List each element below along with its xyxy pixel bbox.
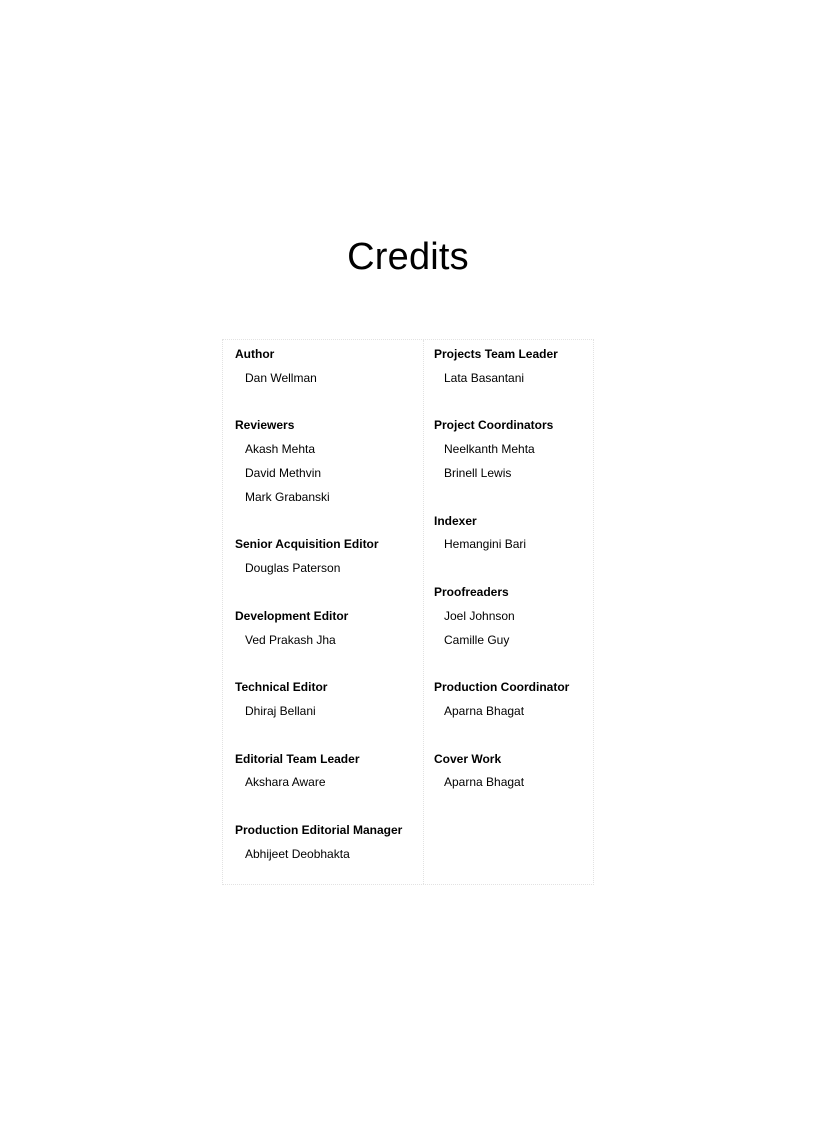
- credit-section-proofreaders: [434, 581, 593, 652]
- credit-role: Editorial Team Leader: [235, 751, 360, 766]
- credit-name: Neelkanth Mehta: [444, 442, 535, 457]
- credit-name: Ved Prakash Jha: [245, 632, 336, 647]
- credit-section-production-coordinator: [434, 676, 593, 724]
- credit-name: Lata Basantani: [444, 370, 525, 385]
- credit-name: Akash Mehta: [245, 442, 316, 457]
- credit-section-technical-editor: [235, 676, 423, 724]
- credit-name: Dan Wellman: [245, 370, 317, 385]
- credit-role: Production Editorial Manager: [235, 822, 403, 837]
- credit-name: Camille Guy: [444, 632, 510, 647]
- credit-role: Projects Team Leader: [434, 347, 558, 361]
- credit-section-development-editor: [235, 605, 423, 653]
- credit-name: Joel Johnson: [444, 608, 515, 623]
- credit-name: Aparna Bhagat: [444, 703, 525, 718]
- credit-role: Project Coordinators: [434, 418, 554, 433]
- credit-section-indexer: [434, 510, 593, 558]
- credit-name: Douglas Paterson: [245, 561, 341, 576]
- credit-section-projects-team-leader: [434, 343, 593, 391]
- credit-section-reviewers: [235, 414, 423, 509]
- credit-name: Mark Grabanski: [245, 489, 330, 504]
- credit-section-editorial-team-leader: [235, 748, 423, 796]
- credit-name: Dhiraj Bellani: [245, 703, 316, 718]
- credit-role: Proofreaders: [434, 584, 509, 599]
- credit-name: Akshara Aware: [245, 775, 326, 790]
- credit-name: Abhijeet Deobhakta: [245, 846, 350, 861]
- credit-role: Indexer: [434, 513, 477, 528]
- credit-name: Aparna Bhagat: [444, 775, 525, 790]
- credit-section-production-editorial-manager: [235, 819, 423, 867]
- credit-name: David Methvin: [245, 465, 322, 480]
- credit-role: Reviewers: [235, 418, 295, 433]
- credits-column-right: [424, 340, 593, 884]
- page-title: Credits: [347, 236, 469, 278]
- credit-role: Technical Editor: [235, 680, 328, 695]
- credit-name: Brinell Lewis: [444, 465, 512, 480]
- credits-table: [222, 339, 594, 885]
- credit-name: Hemangini Bari: [444, 537, 527, 552]
- credit-section-cover-work: [434, 748, 593, 796]
- credit-role: Cover Work: [434, 751, 502, 766]
- credit-role: Production Coordinator: [434, 680, 570, 695]
- credit-role: Development Editor: [235, 608, 349, 623]
- credit-role: Senior Acquisition Editor: [235, 537, 379, 552]
- credit-section-senior-acquisition-editor: [235, 533, 423, 581]
- credits-column-left: [223, 340, 424, 884]
- credit-section-author: [235, 343, 423, 391]
- credit-section-project-coordinators: [434, 414, 593, 485]
- credit-role: Author: [235, 347, 275, 361]
